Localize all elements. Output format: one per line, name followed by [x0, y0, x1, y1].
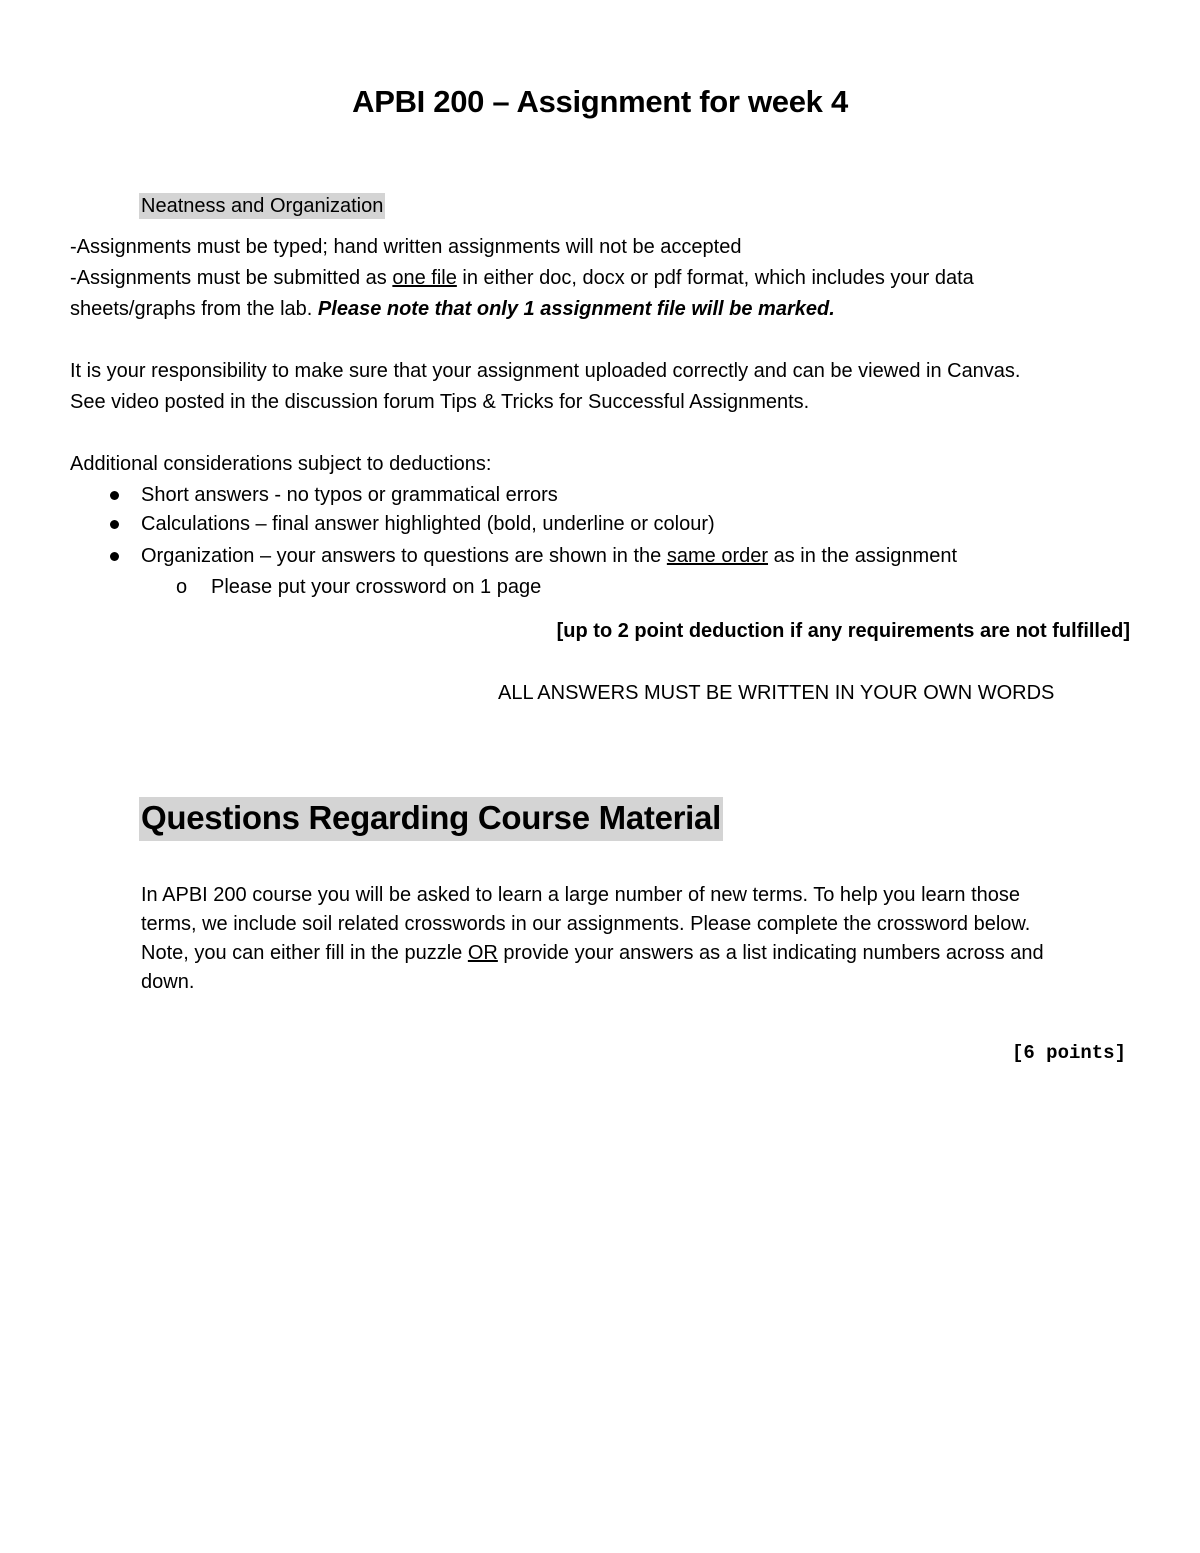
bullet-3-end: as in the assignment [768, 545, 958, 567]
one-file-emphasis: one file [392, 267, 457, 289]
one-file-marked-note: Please note that only 1 assignment file will be marked. [317, 298, 835, 320]
or-emphasis: OR [467, 942, 498, 964]
neatness-line-1: -Assignments must be typed; hand written assignments will not be accepted [70, 236, 742, 258]
bullet-1-marker [110, 491, 119, 500]
sub-bullet-marker: o [176, 576, 188, 598]
questions-line-3-end: provide your answers as a list indicating numbers across and [497, 942, 1044, 964]
questions-heading: Questions Regarding Course Material [139, 797, 723, 841]
bullet-3-marker [110, 552, 119, 561]
sub-bullet-text: Please put your crossword on 1 page [211, 576, 542, 598]
bullet-1-text: Short answers - no typos or grammatical errors [141, 484, 558, 506]
bullet-2-text: Calculations – final answer highlighted (bold, underline or colour) [141, 513, 715, 535]
neatness-heading-label: Neatness and Organization [141, 195, 384, 217]
same-order-emphasis: same order [666, 545, 769, 567]
questions-line-2: terms, we include soil related crosswords in our assignments. Please complete the crossword below. [141, 913, 1031, 935]
document-title: APBI 200 – Assignment for week 4 [352, 84, 848, 119]
neatness-line-2-end: in either doc, docx or pdf format, which includes your data [456, 267, 974, 289]
neatness-line-2 [70, 266, 974, 290]
bullet-3-start: Organization – your answers to questions are shown in the [141, 545, 667, 567]
own-words-note: ALL ANSWERS MUST BE WRITTEN IN YOUR OWN WORDS [498, 682, 1055, 704]
points-label: [6 points] [1011, 1042, 1126, 1064]
responsibility-line-1: It is your responsibility to make sure that your assignment uploaded correctly and can be viewed in Canvas. [70, 360, 1021, 382]
bullet-3-text [141, 544, 957, 568]
neatness-heading [139, 194, 385, 218]
bullet-2-marker [110, 520, 119, 529]
neatness-line-3 [70, 297, 835, 321]
neatness-line-2-start: -Assignments must be submitted as [70, 267, 393, 289]
considerations-intro: Additional considerations subject to deductions: [70, 453, 492, 475]
neatness-line-3-start: sheets/graphs from the lab. [70, 298, 318, 320]
deduction-note: [up to 2 point deduction if any requirements are not fulfilled] [556, 620, 1130, 642]
questions-line-1: In APBI 200 course you will be asked to learn a large number of new terms. To help you learn those [141, 884, 1021, 906]
questions-line-3-start: Note, you can either fill in the puzzle [141, 942, 468, 964]
responsibility-line-2: See video posted in the discussion forum Tips & Tricks for Successful Assignments. [70, 391, 810, 413]
questions-line-4: down. [141, 971, 195, 993]
questions-line-3 [141, 941, 1044, 965]
